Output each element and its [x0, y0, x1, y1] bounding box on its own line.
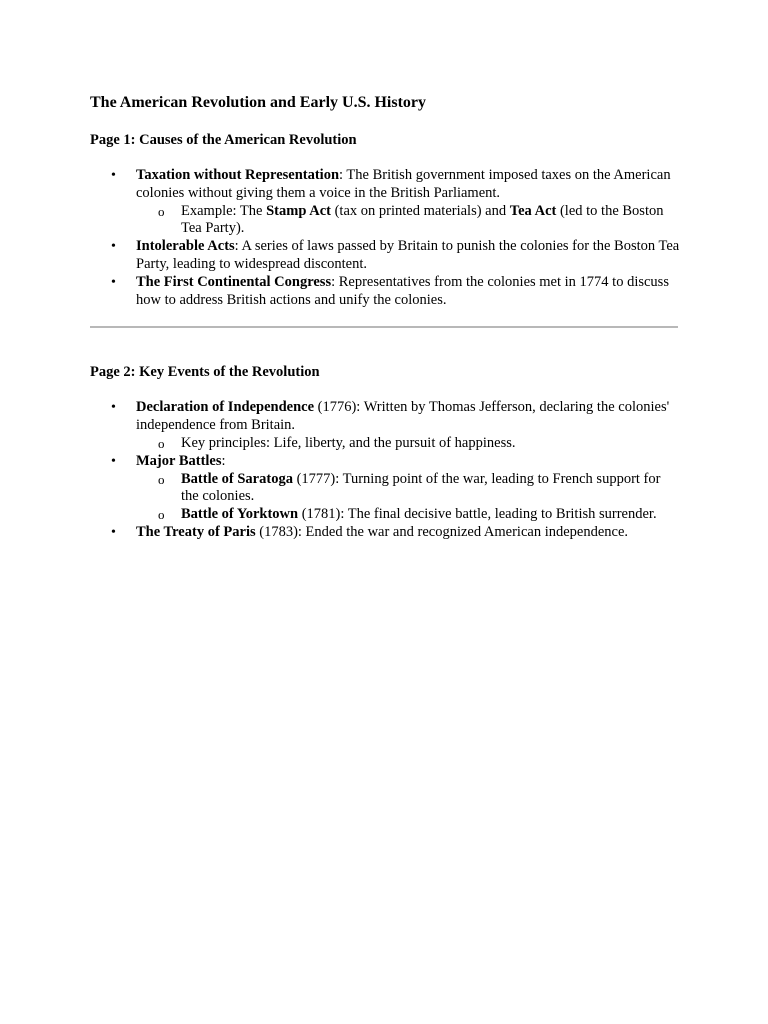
document-page — [90, 92, 680, 542]
term-battle-of-yorktown: Battle of Yorktown — [181, 506, 299, 523]
sub-bullet-icon: o — [158, 507, 165, 523]
sub-bullet-icon: o — [158, 203, 165, 219]
bullet-icon: • — [111, 239, 116, 255]
term-battle-of-saratoga: Battle of Saratoga — [181, 470, 293, 487]
item-text: : — [221, 452, 226, 469]
list-item-first-continental-congress — [90, 274, 680, 310]
term-taxation: Taxation without Representation — [136, 167, 340, 183]
list-item-intolerable-acts — [90, 238, 680, 274]
sub-item-example — [136, 203, 680, 239]
sub-item-text: Example: The — [181, 202, 267, 219]
sub-list — [136, 471, 680, 524]
list-item-treaty-of-paris — [90, 524, 680, 542]
term-tea-act: Tea Act — [509, 202, 557, 219]
sub-list — [136, 203, 680, 239]
sub-bullet-icon: o — [158, 435, 165, 451]
item-text: (1783): Ended the war and recognized American independence. — [255, 523, 629, 540]
list-item-major-battles — [90, 453, 680, 524]
section-1-list — [90, 167, 680, 309]
list-item-taxation — [90, 167, 680, 238]
bullet-icon: • — [111, 400, 116, 416]
term-declaration-of-independence: Declaration of Independence — [136, 399, 315, 416]
bullet-icon: • — [111, 524, 116, 540]
list-item-declaration — [90, 399, 680, 452]
section-1-heading: Page 1: Causes of the American Revolution — [90, 132, 357, 148]
section-2-heading: Page 2: Key Events of the Revolution — [90, 364, 320, 381]
sub-item-text: (tax on printed materials) and — [330, 202, 510, 219]
section-2-list — [90, 399, 680, 541]
item-text: : Representatives from the colonies met in 1774 to discuss how to address British actions and unify the colonies. — [136, 273, 669, 308]
item-text: : A series of laws passed by Britain to punish the colonies for the Boston Tea Party, leading to widespread discontent. — [136, 238, 680, 272]
sub-list — [136, 435, 680, 453]
document-title: The American Revolution and Early U.S. History — [90, 94, 427, 111]
sub-item-text: (1777): Turning point of the war, leading to French support for the colonies. — [181, 470, 661, 505]
sub-item-text: Key principles: Life, liberty, and the pursuit of happiness. — [181, 434, 516, 451]
sub-bullet-icon: o — [158, 471, 165, 487]
term-first-continental-congress: The First Continental Congress — [136, 273, 332, 290]
term-major-battles: Major Battles — [136, 452, 222, 469]
term-intolerable-acts: Intolerable Acts — [136, 238, 235, 255]
sub-item-text: (1781): The final decisive battle, leading to British surrender. — [298, 506, 657, 523]
bullet-icon: • — [111, 168, 116, 183]
bullet-icon: • — [111, 274, 116, 290]
sub-item-text: (led to the Boston Tea Party). — [181, 202, 664, 237]
sub-item-yorktown — [136, 506, 680, 524]
item-text: (1776): Written by Thomas Jefferson, declaring the colonies' independence from Britain. — [136, 399, 670, 434]
sub-item-key-principles — [136, 435, 680, 453]
bullet-icon: • — [111, 453, 116, 469]
term-stamp-act: Stamp Act — [266, 202, 331, 219]
term-treaty-of-paris: The Treaty of Paris — [136, 523, 256, 540]
item-text: : The British government imposed taxes on the American colonies without giving them a voice in the British Parliament. — [136, 167, 671, 201]
sub-item-saratoga — [136, 471, 680, 507]
page-divider — [90, 326, 678, 328]
